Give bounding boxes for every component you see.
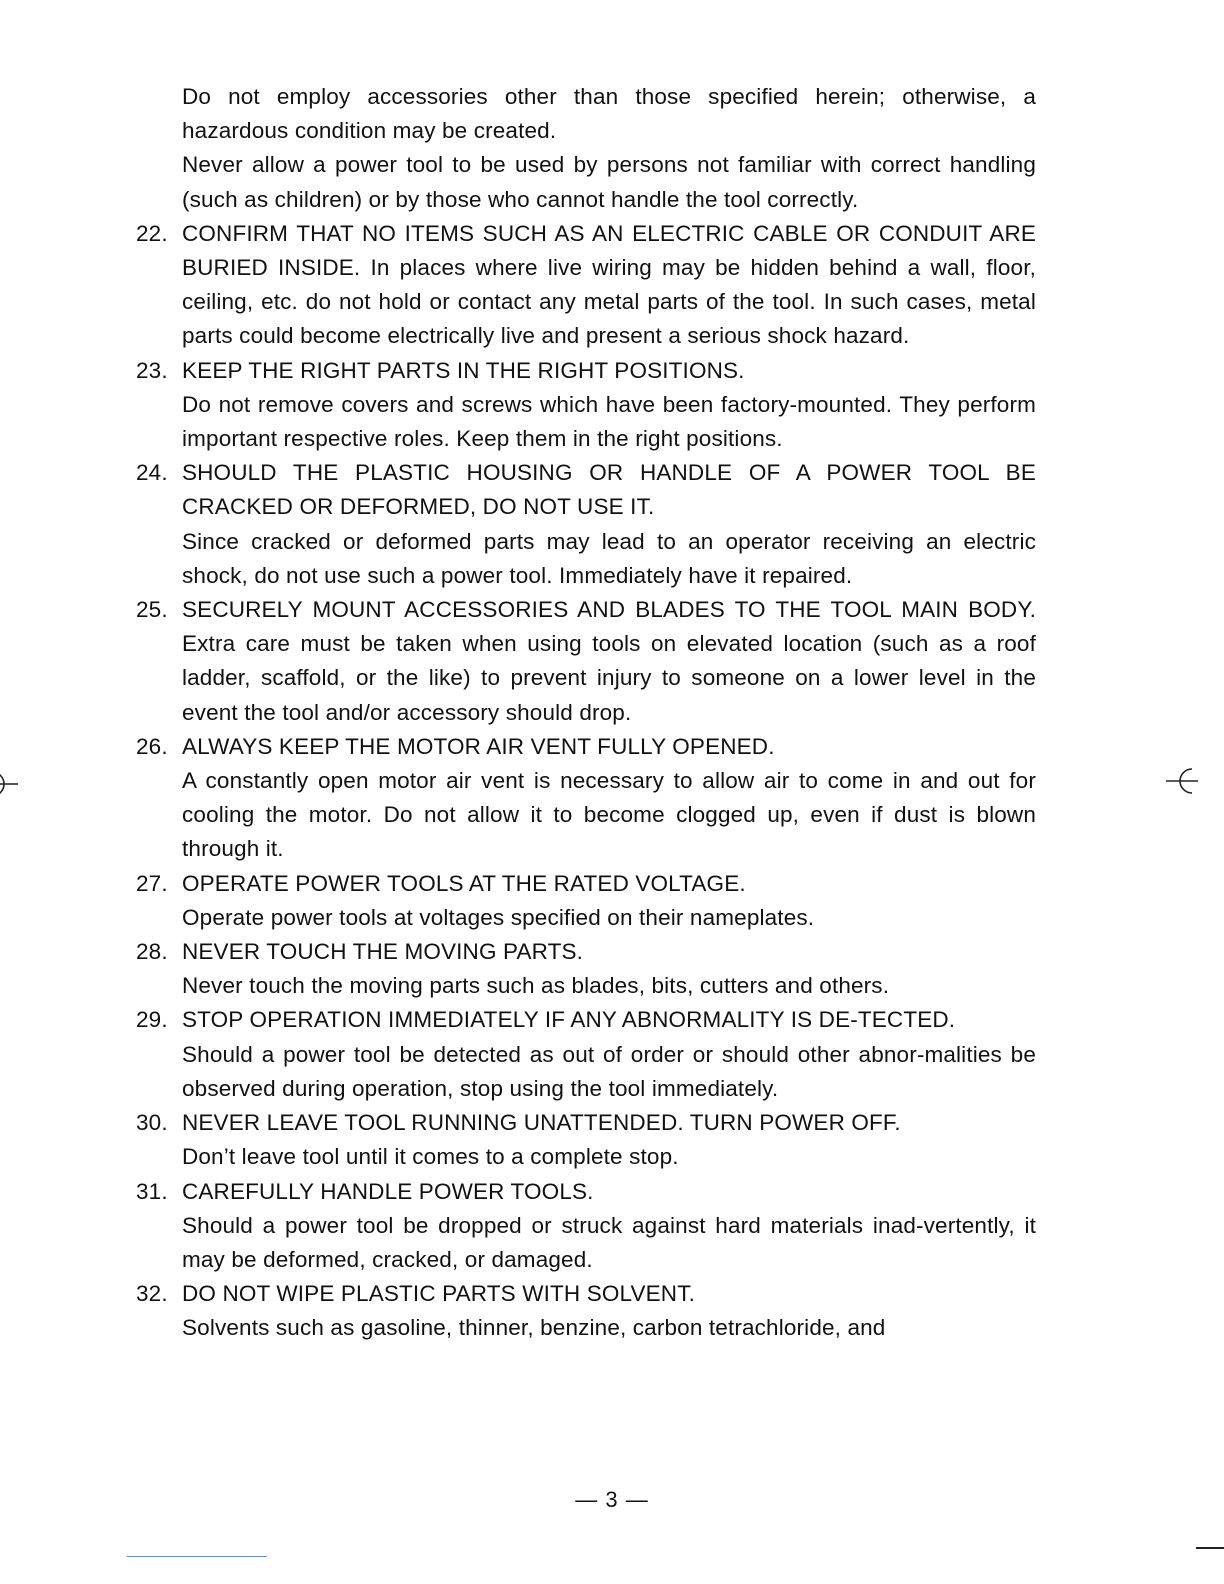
item-body: Solvents such as gasoline, thinner, benzine, carbon tetrachloride, and [182,1315,886,1341]
list-item-29 [136,1003,1036,1106]
intro-paragraph-2: Never allow a power tool to be used by persons not familiar with correct handling (such as children) or by those who cannot handle the tool correctly. [182,152,1036,212]
item-number: 28. [136,939,168,965]
item-number: 25. [136,597,168,623]
registration-mark-right-icon [1166,765,1198,797]
list-item-25 [136,593,1036,730]
item-heading: ALWAYS KEEP THE MOTOR AIR VENT FULLY OPENED. [182,733,775,759]
item-heading: CONFIRM THAT NO ITEMS SUCH AS AN ELECTRIC CABLE OR CONDUIT ARE BURIED INSIDE. [182,220,1036,281]
item-heading: SECURELY MOUNT ACCESSORIES AND BLADES TO THE TOOL MAIN BODY. [182,597,1036,623]
item-heading: SHOULD THE PLASTIC HOUSING OR HANDLE OF A POWER TOOL BE CRACKED OR DEFORMED, DO NOT USE IT. [182,460,1036,520]
item-body: A constantly open motor air vent is necessary to allow air to come in and out for cooling the motor. Do not allow it to become clogged up, even if dust is blown through it. [182,768,1036,862]
item-number: 27. [136,870,168,896]
item-body: Never touch the moving parts such as blades, bits, cutters and others. [182,973,890,999]
item-body: Operate power tools at voltages specified on their nameplates. [182,904,815,930]
item-number: 30. [136,1110,168,1136]
list-item-24 [136,456,1036,593]
list-item-30 [136,1106,1036,1174]
list-item-22 [136,217,1036,354]
item-body: In places where live wiring may be hidden behind a wall, floor, ceiling, etc. do not hold or contact any metal parts of the tool. In such cases, metal parts could become electrically live and present a serious shock hazard. [182,255,1036,349]
item-heading: NEVER LEAVE TOOL RUNNING UNATTENDED. TURN POWER OFF. [182,1110,901,1136]
list-item-28 [136,935,1036,1003]
item-text [182,593,1036,730]
registration-mark-left-icon [0,768,18,800]
item-body: Extra care must be taken when using tools on elevated location (such as a roof ladder, scaffold, or the like) to prevent injury to someone on a lower level in the event the tool and/or accessory should drop. [182,631,1036,725]
item-body: Since cracked or deformed parts may lead to an operator receiving an electric shock, do not use such a power tool. Immediately have it repaired. [182,528,1036,588]
item-heading: CAREFULLY HANDLE POWER TOOLS. [182,1178,594,1204]
intro-paragraph-1: Do not employ accessories other than those specified herein; otherwise, a hazardous condition may be created. [182,84,1036,144]
item-number: 29. [136,1007,168,1033]
item-heading: OPERATE POWER TOOLS AT THE RATED VOLTAGE. [182,870,746,896]
item-heading: STOP OPERATION IMMEDIATELY IF ANY ABNORMALITY IS DE-TECTED. [182,1007,956,1033]
item-number: 22. [136,220,168,246]
list-item-32 [136,1277,1036,1345]
safety-instructions-text [136,80,1036,1346]
item-body: Don’t leave tool until it comes to a complete stop. [182,1144,679,1170]
item-number: 23. [136,357,168,383]
item-body: Do not remove covers and screws which have been factory-mounted. They perform important respective roles. Keep them in the right positions. [182,391,1036,452]
item-heading: KEEP THE RIGHT PARTS IN THE RIGHT POSITIONS. [182,357,745,383]
item-number: 31. [136,1178,168,1204]
page-number: — 3 — [575,1487,649,1512]
item-number: 24. [136,460,168,486]
item-text [182,217,1036,354]
list-item-23 [136,354,1036,457]
list-item-31 [136,1175,1036,1278]
item-body: Should a power tool be dropped or struck against hard materials inad-vertently, it may be deformed, cracked, or damaged. [182,1212,1036,1272]
list-item-26 [136,730,1036,867]
item-heading: NEVER TOUCH THE MOVING PARTS. [182,939,584,965]
bottom-left-rule [127,1556,267,1557]
item-heading: DO NOT WIPE PLASTIC PARTS WITH SOLVENT. [182,1281,696,1307]
bottom-right-rule [1196,1547,1224,1549]
item-body: Should a power tool be detected as out of order or should other abnor-malities be observed during operation, stop using the tool immediately. [182,1041,1036,1101]
item-number: 32. [136,1281,168,1307]
item-number: 26. [136,733,168,759]
list-item-27 [136,867,1036,935]
